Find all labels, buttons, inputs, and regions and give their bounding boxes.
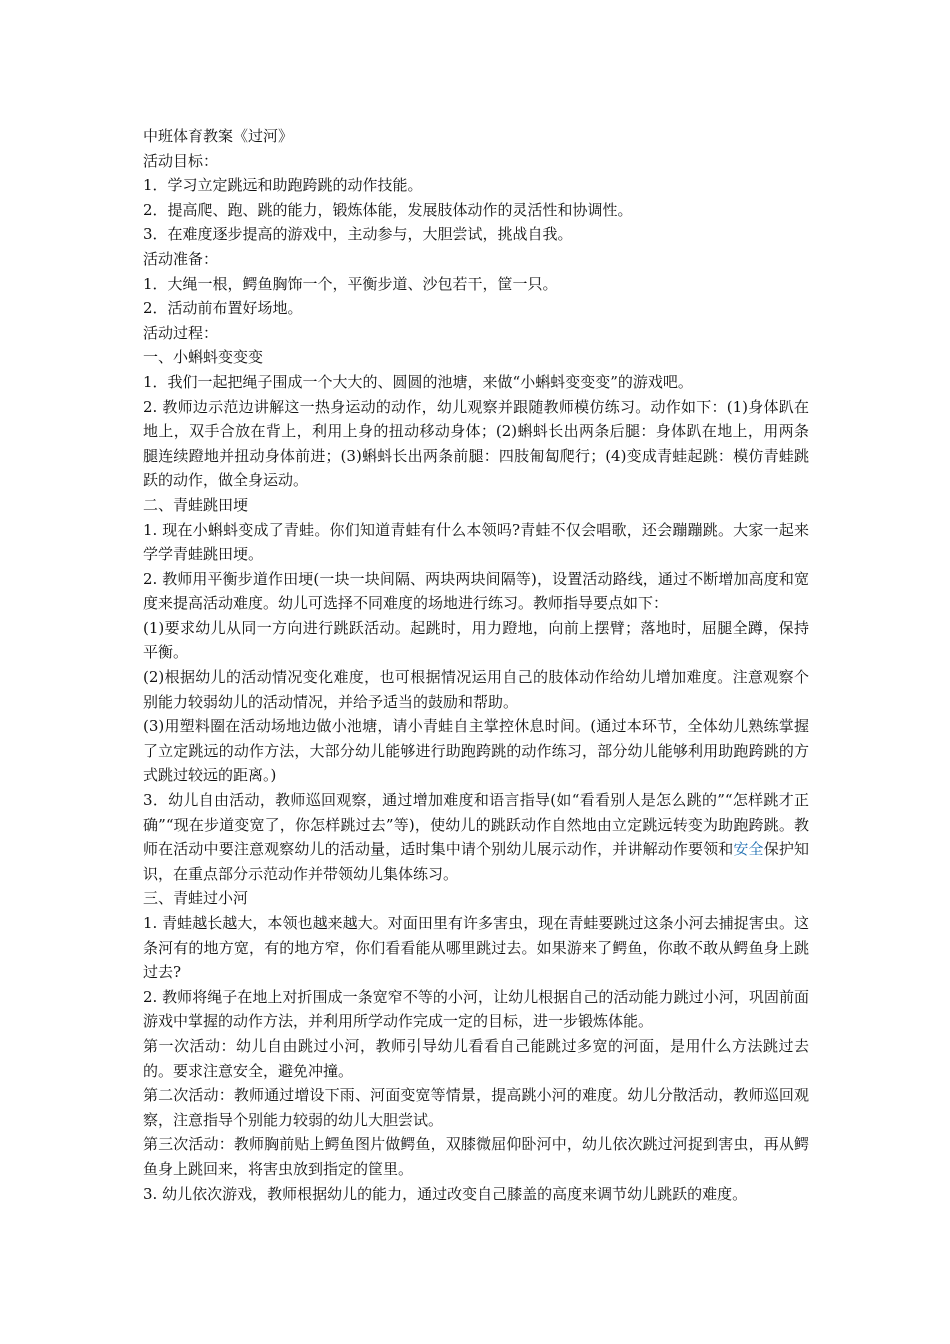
paragraph: 2. 教师将绳子在地上对折围成一条宽窄不等的小河，让幼儿根据自己的活动能力跳过小河，巩固前面游戏中掌握的动作方法，并利用所学动作完成一定的目标，进一步锻炼体能。 [143, 987, 809, 1031]
paragraph: 第一次活动：幼儿自由跳过小河，教师引导幼儿看看自己能跳过多宽的河面，是用什么方法跳过去的。要求注意安全，避免冲撞。 [143, 1036, 809, 1080]
paragraph: (3)用塑料圈在活动场地边做小池塘，请小青蛙自主掌控休息时间。(通过本环节，全体幼儿熟练掌握了立定跳远的动作方法，大部分幼儿能够进行助跑跨跳的动作练习，部分幼儿能够利用助跑跨跳的方式跳过较远的距离。) [143, 717, 809, 785]
prep-item: 1．大绳一根，鳄鱼胸饰一个，平衡步道、沙包若干，筐一只。 [143, 274, 558, 293]
goal-item: 2．提高爬、跑、跳的能力，锻炼体能，发展肢体动作的灵活性和协调性。 [143, 200, 633, 219]
section-3-heading: 三、青蛙过小河 [143, 889, 249, 908]
paragraph-text: 3．幼儿自由活动，教师巡回观察，通过增加难度和语言指导(如“看看别人是怎么跳的”“怎样跳才正确”“现在步道变宽了，你怎样跳过去”等)，使幼儿的跳跃动作自然地由立定跳远转变为助跑跨跳。教师在活动中要注意观察幼儿的活动量，适时集中请个别幼儿展示动作，并讲解动作要领和 [143, 791, 809, 859]
prep-item: 2．活动前布置好场地。 [143, 299, 303, 318]
prep-heading: 活动准备： [143, 249, 219, 268]
document-title: 中班体育教案《过河》 [143, 127, 294, 145]
paragraph: 1. 青蛙越长越大，本领也越来越大。对面田里有许多害虫，现在青蛙要跳过这条小河去捕捉害虫。这条河有的地方宽，有的地方窄，你们看看能从哪里跳过去。如果游来了鳄鱼，你敢不敢从鳄鱼身上跳过去? [143, 914, 809, 982]
paragraph: 第二次活动：教师通过增设下雨、河面变宽等情景，提高跳小河的难度。幼儿分散活动，教师巡回观察，注意指导个别能力较弱的幼儿大胆尝试。 [143, 1086, 809, 1129]
paragraph: 2. 教师用平衡步道作田埂(一块一块间隔、两块两块间隔等)，设置活动路线，通过不断增加高度和宽度来提高活动难度。幼儿可选择不同难度的场地进行练习。教师指导要点如下： [143, 569, 809, 613]
paragraph: 第三次活动：教师胸前贴上鳄鱼图片做鳄鱼，双膝微屈仰卧河中，幼儿依次跳过河捉到害虫，再从鳄鱼身上跳回来，将害虫放到指定的筐里。 [143, 1135, 809, 1178]
goals-heading: 活动目标： [143, 151, 219, 170]
paragraph [143, 788, 809, 886]
process-heading: 活动过程： [143, 323, 219, 342]
section-1-heading: 一、小蝌蚪变变变 [143, 348, 264, 367]
paragraph-text: 保护知识，在重点部分示范动作并带领幼儿集体练习。 [143, 840, 809, 883]
paragraph: (2)根据幼儿的活动情况变化难度，也可根据情况运用自己的肢体动作给幼儿增加难度。注意观察个别能力较弱幼儿的活动情况，并给予适当的鼓励和帮助。 [143, 668, 809, 711]
section-2-heading: 二、青蛙跳田埂 [143, 495, 249, 514]
paragraph: 2. 教师边示范边讲解这一热身运动的动作，幼儿观察并跟随教师模仿练习。动作如下：(1)身体趴在地上，双手合放在背上，利用上身的扭动移动身体；(2)蝌蚪长出两条后腿：身体趴在地上，用两条腿连续蹬地并扭动身体前进；(3)蝌蚪长出两条前腿：四肢匍匐爬行；(4)变成青蛙起跳：模仿青蛙跳跃的动作，做全身运动。 [143, 397, 809, 490]
goal-item: 3．在难度逐步提高的游戏中，主动参与，大胆尝试，挑战自我。 [143, 225, 573, 244]
goal-item: 1．学习立定跳远和助跑跨跳的动作技能。 [143, 176, 423, 195]
paragraph: 1．我们一起把绳子围成一个大大的、圆圆的池塘，来做“小蝌蚪变变变”的游戏吧。 [143, 372, 693, 391]
paragraph: 3. 幼儿依次游戏，教师根据幼儿的能力，通过改变自己膝盖的高度来调节幼儿跳跃的难度。 [143, 1184, 748, 1203]
paragraph: 1. 现在小蝌蚪变成了青蛙。你们知道青蛙有什么本领吗?青蛙不仅会唱歌，还会蹦蹦跳。大家一起来学学青蛙跳田埂。 [143, 520, 809, 564]
safety-link[interactable]: 安全 [733, 840, 764, 859]
paragraph: (1)要求幼儿从同一方向进行跳跃活动。起跳时，用力蹬地，向前上摆臂；落地时，屈腿全蹲，保持平衡。 [143, 618, 809, 662]
document-body [143, 124, 809, 1206]
